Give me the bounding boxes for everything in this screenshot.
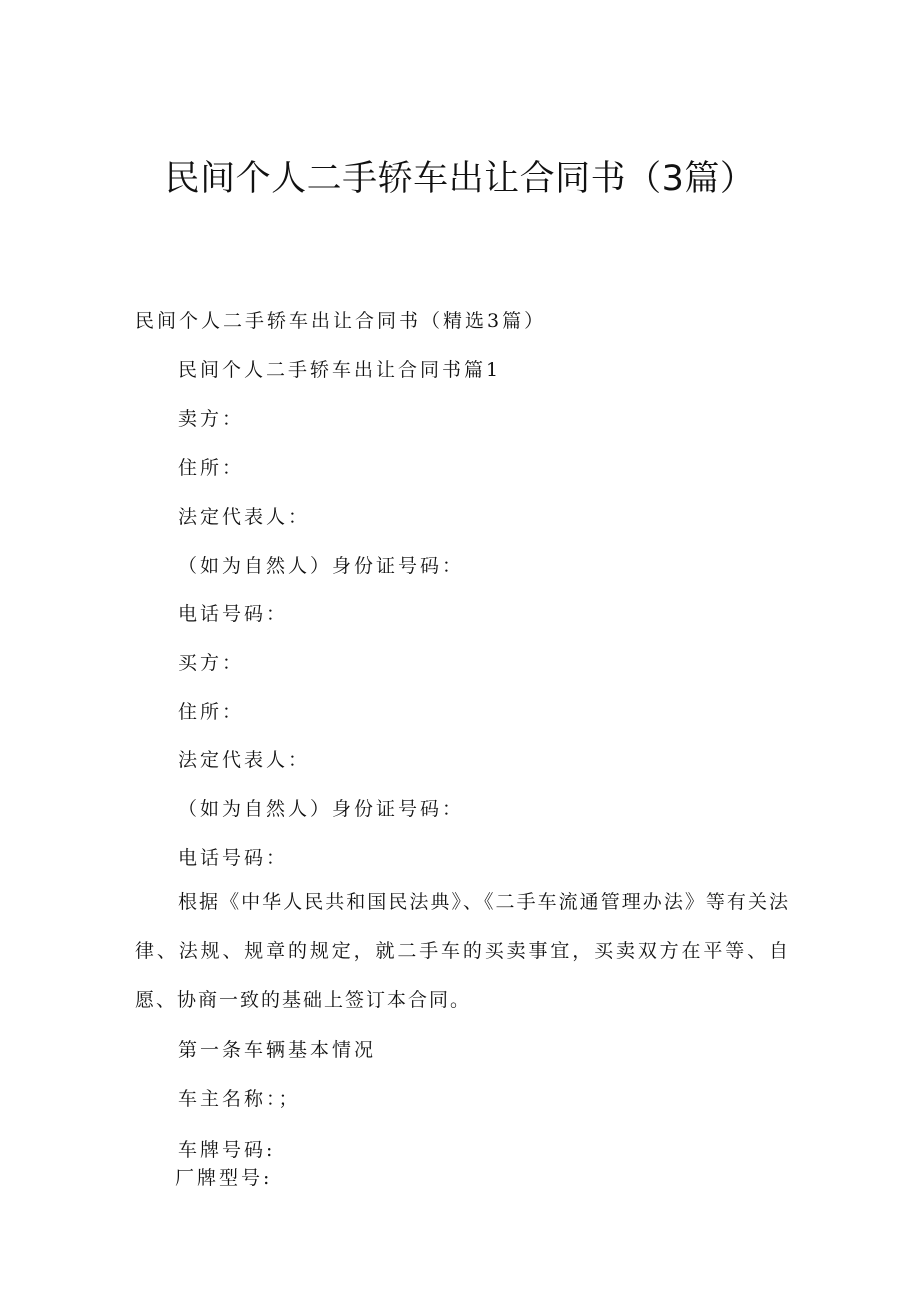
seller-label: 卖方： — [178, 408, 245, 430]
section-heading: 民间个人二手轿车出让合同书篇1 — [178, 359, 502, 381]
buyer-label: 买方： — [178, 652, 245, 674]
seller-address-label: 住所： — [178, 457, 245, 479]
owner-name-label: 车主名称：； — [178, 1088, 301, 1110]
buyer-address-label: 住所： — [178, 701, 245, 723]
buyer-phone-label: 电话号码： — [178, 847, 289, 869]
seller-representative-label: 法定代表人： — [178, 506, 311, 528]
document-title: 民间个人二手轿车出让合同书（3篇） — [164, 159, 756, 199]
buyer-id-label: （如为自然人）身份证号码： — [178, 798, 465, 820]
buyer-representative-label: 法定代表人： — [178, 749, 311, 771]
seller-phone-label: 电话号码： — [178, 603, 289, 625]
preamble-paragraph: 根据《中华人民共和国民法典》、《二手车流通管理办法》等有关法律、法规、规章的规定，就二手车的买卖事宜，买卖双方在平等、自愿、协商一致的基础上签订本合同。 — [135, 891, 790, 1011]
plate-number-label: 车牌号码: — [178, 1139, 276, 1161]
article-1-heading: 第一条车辆基本情况 — [178, 1039, 377, 1061]
brand-model-label: 厂牌型号: — [175, 1167, 273, 1189]
seller-id-label: （如为自然人）身份证号码： — [178, 555, 465, 577]
document-subtitle: 民间个人二手轿车出让合同书（精选3篇） — [135, 310, 547, 332]
